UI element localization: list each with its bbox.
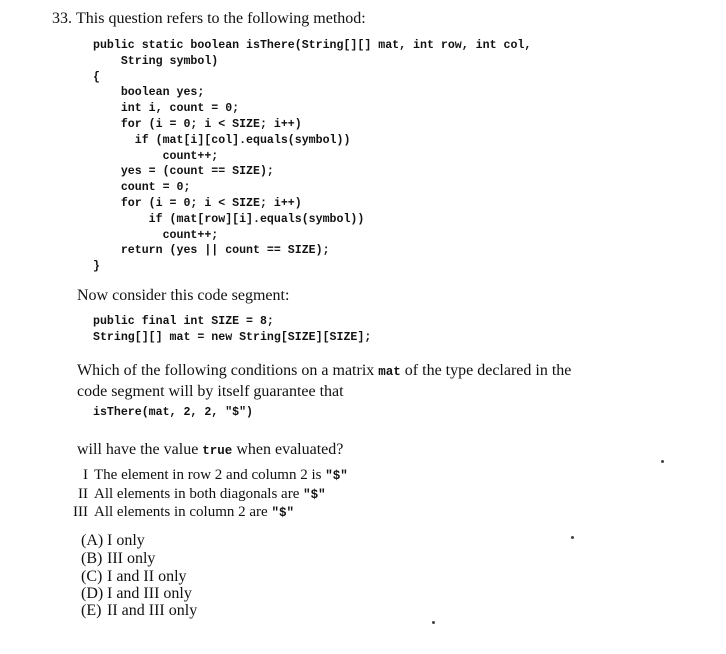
statement-3: [68, 503, 294, 522]
choice-text: II and III only: [107, 602, 198, 619]
choice-a[interactable]: [81, 532, 145, 550]
statement-numeral: I: [83, 467, 88, 483]
scan-speck: [432, 621, 435, 624]
choice-text: III only: [107, 550, 156, 567]
segment-intro: Now consider this code segment:: [77, 287, 290, 304]
statement-numeral: III: [73, 504, 88, 520]
statement-text: All elements in column 2 are: [94, 504, 272, 520]
statement-1: [68, 466, 348, 485]
method-code: public static boolean isThere(String[][] mat, int row, int col, String symbol) { boolean yes; int i, count = 0; for (i = 0; i < SIZE; i++) if (mat[i][col].equals(symbol)) count++; yes = (count == SIZE); count = 0; for (i = 0; i < SIZE; i++) if (mat[row][i].equals(symbol)) count++; return (yes || count == SIZE); }: [93, 39, 532, 274]
choice-d[interactable]: [81, 585, 192, 603]
choice-letter: (D): [81, 585, 104, 602]
condition-text-before: Which of the following conditions on a matrix: [77, 362, 379, 379]
choice-c[interactable]: [81, 568, 187, 586]
evaluation-text-before: will have the value: [77, 441, 203, 458]
question-header: [52, 10, 366, 28]
choice-letter: (C): [81, 568, 103, 585]
scan-speck: [661, 460, 664, 463]
choice-b[interactable]: [81, 550, 155, 568]
choice-letter: (E): [81, 602, 102, 619]
statement-2: [68, 485, 326, 504]
choice-letter: (B): [81, 550, 103, 567]
statement-symbol: "$": [271, 506, 294, 520]
evaluation-value: true: [202, 444, 233, 458]
statement-text: The element in row 2 and column 2 is: [94, 467, 326, 483]
choice-text: I only: [107, 532, 145, 549]
condition-text-after: of the type declared in the code segment will by itself guarantee that: [77, 362, 572, 400]
statement-numeral: II: [78, 486, 88, 502]
method-call-code: isThere(mat, 2, 2, "$"): [93, 406, 254, 419]
question-number: 33.: [52, 10, 72, 27]
choice-letter: (A): [81, 532, 104, 549]
condition-variable: mat: [378, 365, 401, 379]
segment-code: public final int SIZE = 8; String[][] mat = new String[SIZE][SIZE];: [93, 315, 372, 344]
statement-text: All elements in both diagonals are: [94, 486, 304, 502]
statement-symbol: "$": [325, 469, 348, 483]
statement-symbol: "$": [303, 488, 326, 502]
scan-speck: [571, 536, 574, 539]
evaluation-question: [77, 440, 343, 461]
condition-question: [77, 361, 577, 402]
evaluation-text-after: when evaluated?: [232, 441, 344, 458]
question-prompt: This question refers to the following method:: [76, 10, 366, 27]
choice-text: I and III only: [107, 585, 192, 602]
choice-e[interactable]: [81, 602, 197, 620]
choice-text: I and II only: [107, 568, 187, 585]
